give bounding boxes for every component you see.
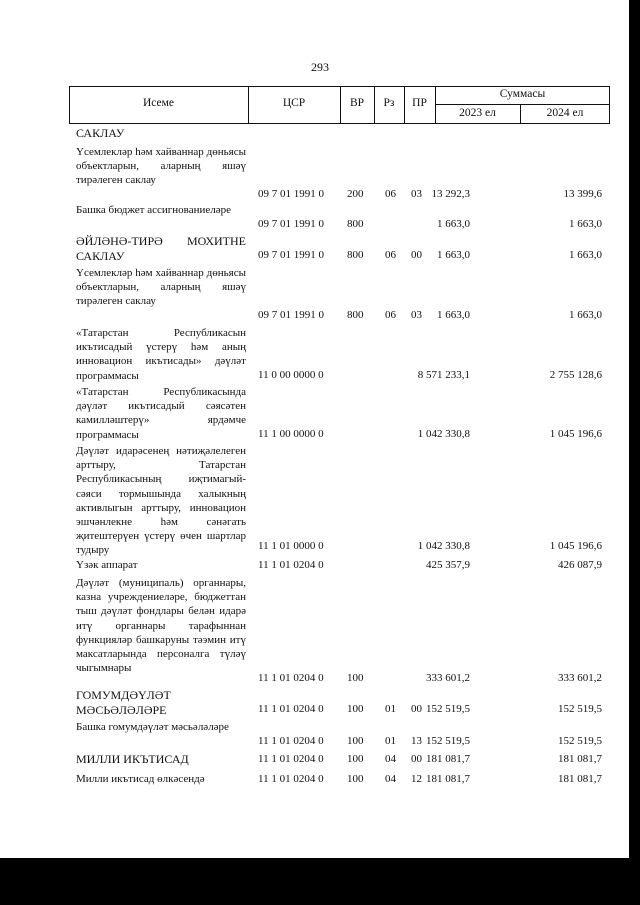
row-name: Үсемлекләр һәм хайваннар дөньясы объектларын, аларның яшәү тирәлеген саклау [76,267,246,308]
table-row [69,126,610,142]
table-row [69,326,610,384]
table-row [69,558,610,574]
row-name: ГОМУМДӘҮЛӘТ МӘСЬӘЛӘЛӘРЕ [76,688,171,717]
row-rz: 01 [385,703,396,715]
row-pr: 00 [411,249,422,261]
row-pr: 00 [411,703,422,715]
row-sum-2024: 1 663,0 [569,309,602,321]
row-sum-2023: 152 519,5 [426,735,470,747]
row-name: «Татарстан Республикасында дәүләт икътисадый сәясәтен камилләштерү» ярдәмче программасы [76,386,246,441]
row-csr: 09 7 01 1991 0 [258,309,324,321]
row-vr: 100 [347,773,364,785]
row-vr: 100 [347,672,364,684]
row-sum-2023: 181 081,7 [426,773,470,785]
row-name: ӘЙЛӘНӘ-ТИРӘ МОХИТНЕ САКЛАУ [76,234,246,263]
header-csr: ЦСР [282,97,306,109]
row-sum-2024: 1 663,0 [569,218,602,230]
scan-edge-bottom [0,858,640,905]
row-name: Дәүләт (муниципаль) органнары, казна учреждениеләре, бюджеттан тыш дәүләт фондлары белән идарә итү органнары тарафыннан функцияләр башкаруны тәэмин итү максатларында персоналга түләү чыгымнары [76,577,246,675]
row-sum-2024: 1 663,0 [569,249,602,261]
header-sums: Суммасы [499,88,546,100]
row-csr: 11 1 01 0204 0 [258,753,324,765]
row-csr: 11 0 00 0000 0 [258,369,324,381]
table-row [69,752,610,768]
row-name: Үзәк аппарат [76,559,138,571]
page-number: 293 [311,60,329,74]
row-sum-2023: 1 663,0 [437,309,470,321]
table-row [69,720,610,750]
header-name: Исеме [142,97,175,109]
row-name: Башка бюджет ассигнованиеләре [76,204,231,216]
row-name: Дәүләт идарәсенең нәтиҗәлелеген арттыру, Татарстан Республикасының иҗтимагый-сәяси тормышында халыкның активлыгын арттыру, инновацион эшчәнлекне һәм сәнәгать җитештерүен үстерү өчен шартлар тудыру [76,445,246,557]
row-csr: 11 1 01 0000 0 [258,540,324,552]
row-sum-2024: 2 755 128,6 [549,369,602,381]
row-vr: 100 [347,735,364,747]
row-sum-2024: 1 045 196,6 [549,540,602,552]
row-sum-2023: 1 663,0 [437,249,470,261]
table-row [69,234,610,264]
row-sum-2024: 152 519,5 [558,703,602,715]
row-sum-2024: 13 399,6 [563,188,602,200]
table-row [69,385,610,443]
row-vr: 200 [347,188,364,200]
row-sum-2024: 152 519,5 [558,735,602,747]
row-sum-2023: 8 571 233,1 [417,369,470,381]
row-rz: 06 [385,249,396,261]
row-sum-2024: 333 601,2 [558,672,602,684]
row-csr: 11 1 01 0204 0 [258,773,324,785]
row-pr: 03 [411,188,422,200]
header-2023: 2023 ел [459,107,496,119]
row-sum-2023: 425 357,9 [426,559,470,571]
row-name: САКЛАУ [76,126,125,140]
row-vr: 800 [347,309,364,321]
header-vr: ВР [349,97,365,109]
row-csr: 11 1 00 0000 0 [258,428,324,440]
row-sum-2023: 152 519,5 [426,703,470,715]
row-name: Милли икътисад өлкәсендә [76,773,205,785]
row-sum-2024: 181 081,7 [558,773,602,785]
row-name: МИЛЛИ ИКЪТИСАД [76,752,189,766]
row-sum-2023: 13 292,3 [431,188,470,200]
row-csr: 09 7 01 1991 0 [258,188,324,200]
table-row [69,576,610,686]
row-name: «Татарстан Республикасын икътисадый үстерү һәм аның инновацион икътисады» дәүләт программасы [76,327,246,382]
row-csr: 11 1 01 0204 0 [258,735,324,747]
row-name: Башка гомумдәүләт мәсьәләләре [76,721,229,733]
row-sum-2023: 333 601,2 [426,672,470,684]
row-csr: 09 7 01 1991 0 [258,249,324,261]
header-2024: 2024 ел [546,107,584,119]
row-sum-2023: 1 663,0 [437,218,470,230]
row-sum-2024: 426 087,9 [558,559,602,571]
header-rz: Рз [383,97,395,109]
row-csr: 11 1 01 0204 0 [258,672,324,684]
row-rz: 04 [385,773,396,785]
row-name: Үсемлекләр һәм хайваннар дөньясы объектларын, аларның яшәү тирәлеген саклау [76,146,246,187]
row-sum-2024: 1 045 196,6 [549,428,602,440]
row-sum-2023: 181 081,7 [426,753,470,765]
row-sum-2023: 1 042 330,8 [417,428,470,440]
table-row [69,145,610,201]
row-rz: 04 [385,753,396,765]
table-row [69,266,610,324]
header-subdivider [435,104,610,105]
table-row [69,688,610,718]
row-vr: 100 [347,703,364,715]
header-pr: ПР [412,97,427,109]
row-rz: 06 [385,309,396,321]
row-csr: 11 1 01 0204 0 [258,559,324,571]
table-row [69,203,610,233]
row-pr: 12 [411,773,422,785]
scan-edge-right [629,0,640,858]
row-vr: 800 [347,218,364,230]
row-sum-2024: 181 081,7 [558,753,602,765]
row-pr: 03 [411,309,422,321]
row-vr: 100 [347,753,364,765]
table-row [69,772,610,788]
row-csr: 11 1 01 0204 0 [258,703,324,715]
row-rz: 01 [385,735,396,747]
row-csr: 09 7 01 1991 0 [258,218,324,230]
row-vr: 800 [347,249,364,261]
row-sum-2023: 1 042 330,8 [417,540,470,552]
table-row [69,444,610,557]
row-rz: 06 [385,188,396,200]
row-pr: 00 [411,753,422,765]
row-pr: 13 [411,735,422,747]
